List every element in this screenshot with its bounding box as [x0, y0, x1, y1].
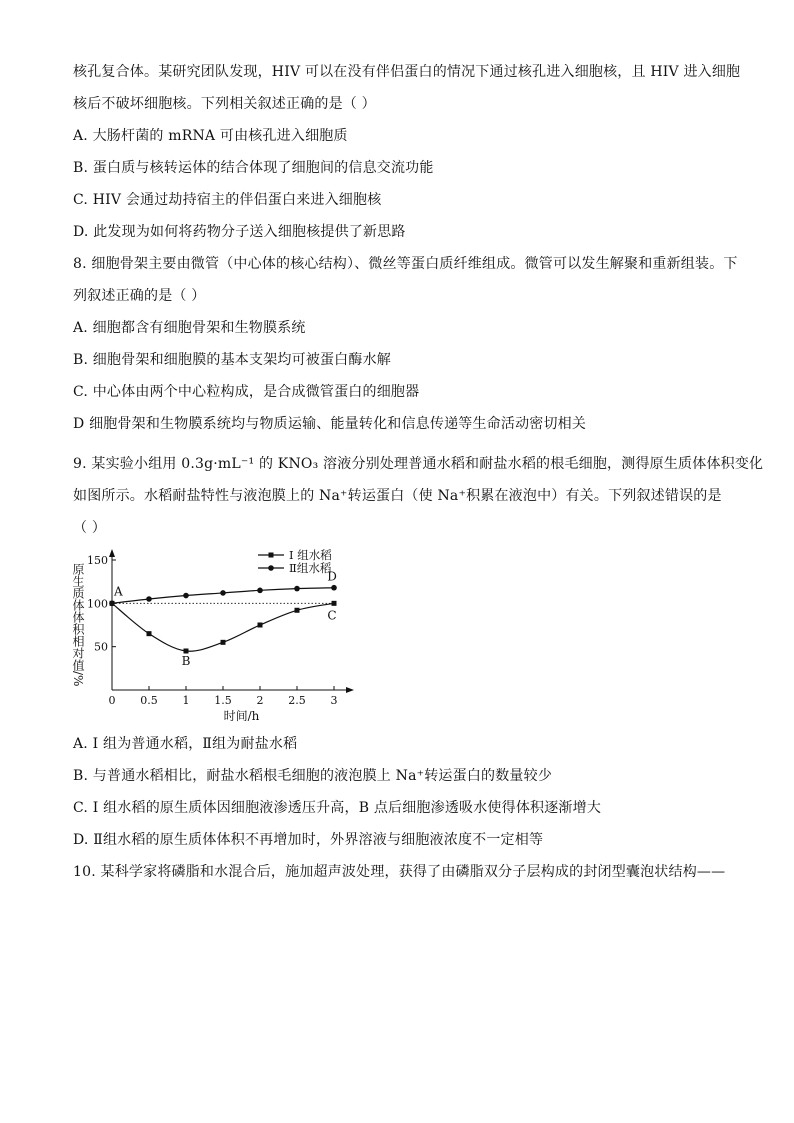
x-tick-label: 1.5	[214, 694, 232, 707]
option-b-q9: B. 与普通水稻相比，耐盐水稻根毛细胞的液泡膜上 Na⁺转运蛋白的数量较少	[73, 768, 553, 784]
question-9-stem-cont: 如图所示。水稻耐盐特性与液泡膜上的 Na⁺转运蛋白（使 Na⁺积累在液泡中）有关。下列叙述错误的是	[73, 488, 722, 504]
question-8-stem: 8. 细胞骨架主要由微管（中心体的核心结构）、微丝等蛋白质纤维组成。微管可以发生解聚和重新组装。下	[73, 256, 738, 272]
x-tick-label: 1	[182, 694, 190, 707]
x-tick-label: 2	[256, 694, 264, 707]
y-axis-arrow	[109, 549, 115, 557]
x-tick-label: 3	[330, 694, 338, 707]
series-2-point	[183, 593, 189, 599]
legend-marker-1	[269, 553, 274, 558]
text-line-1: 核孔复合体。某研究团队发现，HIV 可以在没有伴侣蛋白的情况下通过核孔进入细胞核，且 HIV 进入细胞	[73, 64, 741, 80]
series-2-point	[294, 586, 300, 592]
option-c-q9: C. I 组水稻的原生质体因细胞液渗透压升高，B 点后细胞渗透吸水使得体积逐渐增大	[73, 800, 602, 816]
series-2-point	[257, 588, 263, 594]
option-a-q8: A. 细胞都含有细胞骨架和生物膜系统	[73, 320, 306, 336]
series-1-point	[147, 631, 152, 636]
series-1-point	[221, 640, 226, 645]
question-10-stem: 10. 某科学家将磷脂和水混合后，施加超声波处理，获得了由磷脂双分子层构成的封闭型囊泡状结构——	[73, 864, 726, 880]
y-tick-label: 150	[87, 554, 108, 567]
option-d-q9: D. Ⅱ组水稻的原生质体体积不再增加时，外界溶液与细胞液浓度不一定相等	[73, 832, 544, 848]
option-d-q7: D. 此发现为如何将药物分子送入细胞核提供了新思路	[73, 224, 406, 240]
option-a-q7: A. 大肠杆菌的 mRNA 可由核孔进入细胞质	[73, 128, 348, 144]
option-a-q9: A. I 组为普通水稻，Ⅱ组为耐盐水稻	[73, 736, 298, 752]
x-tick-label: 0.5	[140, 694, 158, 707]
series-1-point	[258, 623, 263, 628]
option-c-q8: C. 中心体由两个中心粒构成，是合成微管蛋白的细胞器	[73, 384, 420, 400]
series-1-point	[184, 649, 189, 654]
series-2-point	[331, 585, 337, 591]
question-9-stem: 9. 某实验小组用 0.3g·mL⁻¹ 的 KNO₃ 溶液分别处理普通水稻和耐盐水稻的根毛细胞，测得原生质体体积变化	[73, 456, 764, 472]
y-tick-label: 100	[87, 597, 108, 611]
series-2-point	[109, 601, 115, 607]
point-label-C: C	[327, 608, 337, 623]
protoplast-volume-chart	[62, 545, 362, 725]
legend-label-2: Ⅱ组水稻	[289, 561, 332, 575]
x-axis-label: 时间/h	[223, 709, 260, 723]
option-d-q8: D 细胞骨架和生物膜系统均与物质运输、能量转化和信息传递等生命活动密切相关	[73, 416, 587, 432]
point-label-D: D	[327, 569, 337, 584]
point-label-A: A	[114, 584, 123, 599]
x-tick-label: 2.5	[288, 694, 306, 707]
legend-label-1: I 组水稻	[289, 548, 332, 562]
option-c-q7: C. HIV 会通过劫持宿主的伴侣蛋白来进入细胞核	[73, 192, 382, 208]
question-8-stem-cont: 列叙述正确的是（ ）	[73, 288, 206, 304]
x-axis-arrow	[346, 687, 354, 693]
option-b-q8: B. 细胞骨架和细胞膜的基本支架均可被蛋白酶水解	[73, 352, 391, 368]
y-axis-label: 原生质体体积相对值/%	[71, 563, 85, 687]
legend-marker-2	[268, 565, 274, 571]
point-label-B: B	[181, 654, 191, 668]
x-tick-label: 0	[108, 694, 116, 707]
series-2-point	[220, 590, 226, 596]
series-2-point	[146, 596, 152, 602]
text-line-2: 核后不破坏细胞核。下列相关叙述正确的是（ ）	[73, 96, 376, 112]
chart-svg	[62, 545, 362, 725]
series-1-point	[295, 608, 300, 613]
option-b-q7: B. 蛋白质与核转运体的结合体现了细胞间的信息交流功能	[73, 160, 434, 176]
series-1-point	[332, 601, 337, 606]
question-9-paren: （ ）	[73, 520, 107, 536]
y-tick-label: 50	[94, 640, 108, 654]
